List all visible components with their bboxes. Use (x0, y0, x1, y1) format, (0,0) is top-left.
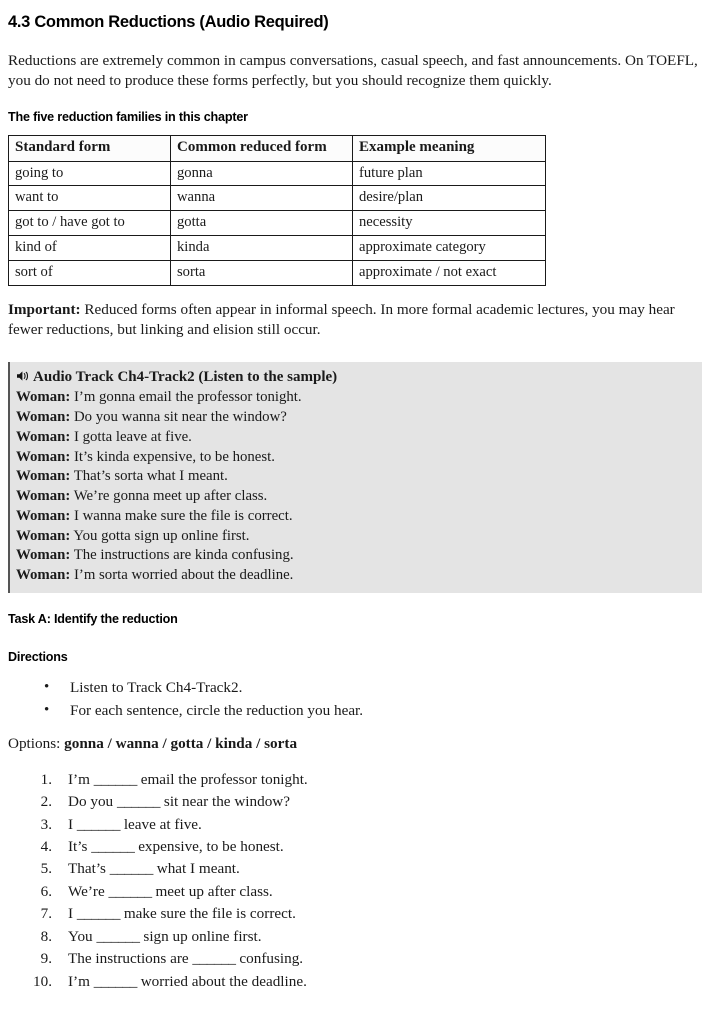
table-cell: necessity (353, 211, 546, 236)
table-row (9, 211, 546, 236)
transcript-line (16, 467, 694, 487)
table-row (9, 186, 546, 211)
question-before: I (68, 815, 77, 833)
answer-blank[interactable]: ______ (116, 793, 161, 811)
question-after: sit near the window? (160, 793, 291, 811)
list-item (8, 677, 702, 700)
list-item (8, 836, 702, 858)
reductions-table (8, 135, 546, 285)
question-after: make sure the file is correct. (120, 905, 296, 923)
directions-title: Directions (8, 650, 68, 665)
transcript-text: That’s sorta what I meant. (73, 468, 228, 485)
table-cell: future plan (353, 161, 546, 186)
table-cell: desire/plan (353, 186, 546, 211)
question-after: sign up online first. (139, 927, 262, 945)
bullet-icon: • (44, 701, 50, 718)
spacer (8, 755, 702, 769)
table-cell: wanna (171, 186, 353, 211)
table-cell: approximate category (353, 236, 546, 261)
transcript-text: Do you wanna sit near the window? (73, 409, 287, 426)
page-title: 4.3 Common Reductions (Audio Required) (8, 13, 329, 31)
table-header-row (9, 136, 546, 161)
column-header-example-meaning: Example meaning (353, 136, 546, 161)
list-item (8, 791, 702, 813)
direction-text: Listen to Track Ch4-Track2. (70, 679, 243, 697)
transcript-line (16, 546, 694, 566)
question-after: worried about the deadline. (136, 972, 307, 990)
item-number: 2. (40, 793, 52, 811)
list-item (8, 700, 702, 723)
question-after: confusing. (235, 950, 304, 968)
table-cell: kinda (171, 236, 353, 261)
spacer (8, 722, 702, 734)
answer-blank[interactable]: ______ (93, 972, 137, 990)
answer-blank[interactable]: ______ (93, 770, 137, 788)
transcript-line (16, 388, 694, 408)
spacer (8, 286, 702, 300)
table-row (9, 161, 546, 186)
item-number: 6. (40, 882, 52, 900)
options-label: Options: (8, 735, 61, 753)
transcript-text: I wanna make sure the file is correct. (73, 507, 293, 524)
list-item (8, 903, 702, 925)
spacer (8, 593, 702, 611)
question-after: email the professor tonight. (136, 770, 308, 788)
transcript-line (16, 448, 694, 468)
options-values: gonna / wanna / gotta / kinda / sorta (64, 735, 298, 753)
speaker-label: Woman: (16, 448, 71, 465)
item-number: 9. (40, 950, 52, 968)
spacer (8, 125, 702, 135)
list-item (8, 881, 702, 903)
spacer (8, 665, 702, 677)
transcript-text: The instructions are kinda confusing. (73, 547, 294, 564)
answer-blank[interactable]: ______ (91, 837, 135, 855)
question-before: The instructions are (68, 950, 193, 968)
table-cell: kind of (9, 236, 171, 261)
table-cell: approximate / not exact (353, 260, 546, 285)
transcript-line (16, 507, 694, 527)
answer-blank[interactable]: ______ (76, 905, 121, 923)
question-before: I (68, 905, 77, 923)
audio-track-title-text: Audio Track Ch4-Track2 (Listen to the sample) (33, 369, 338, 386)
question-before: We’re (68, 882, 109, 900)
list-item (8, 948, 702, 970)
item-number: 3. (40, 815, 52, 833)
answer-blank[interactable]: ______ (192, 950, 236, 968)
transcript-text: I’m sorta worried about the deadline. (73, 567, 294, 584)
transcript-text: You gotta sign up online first. (73, 527, 250, 544)
speaker-label: Woman: (16, 507, 71, 524)
list-item (8, 814, 702, 836)
transcript-line (16, 527, 694, 547)
question-before: That’s (68, 860, 110, 878)
table-heading: The five reduction families in this chapter (8, 110, 248, 125)
question-after: expensive, to be honest. (134, 837, 284, 855)
important-paragraph (8, 300, 702, 340)
table-row (9, 260, 546, 285)
question-before: You (68, 927, 97, 945)
table-cell: sorta (171, 260, 353, 285)
options-line (8, 734, 702, 754)
transcript-line (16, 408, 694, 428)
transcript-text: We’re gonna meet up after class. (73, 488, 268, 505)
speaker-label: Woman: (16, 567, 71, 584)
speaker-label: Woman: (16, 488, 71, 505)
column-header-standard-form: Standard form (9, 136, 171, 161)
transcript-text: I gotta leave at five. (73, 428, 192, 445)
speaker-label: Woman: (16, 409, 71, 426)
answer-blank[interactable]: ______ (96, 927, 140, 945)
table-cell: sort of (9, 260, 171, 285)
table-cell: gonna (171, 161, 353, 186)
table-cell: gotta (171, 211, 353, 236)
question-before: I’m (68, 972, 94, 990)
answer-blank[interactable]: ______ (76, 815, 121, 833)
list-item (8, 926, 702, 948)
item-number: 4. (40, 837, 52, 855)
speaker-label: Woman: (16, 527, 71, 544)
important-text: Reduced forms often appear in informal speech. In more formal academic lectures, you may hear fewer reductions, but linking and elision still occur. (8, 300, 675, 338)
transcript-text: I’m gonna email the professor tonight. (73, 389, 302, 406)
answer-blank[interactable]: ______ (108, 882, 152, 900)
question-after: what I meant. (152, 860, 240, 878)
question-before: I’m (68, 770, 94, 788)
task-title: Task A: Identify the reduction (8, 611, 178, 626)
transcript-text: It’s kinda expensive, to be honest. (73, 448, 275, 465)
question-before: It’s (68, 837, 92, 855)
item-number: 10. (33, 972, 52, 990)
spacer (8, 340, 702, 362)
important-label: Important: (8, 300, 81, 318)
intro-paragraph: Reductions are extremely common in campus conversations, casual speech, and fast announcements. On TOEFL, you do not need to produce these forms perfectly, but you should recognize them quickly. (8, 51, 698, 89)
transcript-line (16, 428, 694, 448)
speaker-label: Woman: (16, 547, 71, 564)
column-header-reduced-form: Common reduced form (171, 136, 353, 161)
direction-text: For each sentence, circle the reduction you hear. (70, 701, 364, 719)
bullet-icon: • (44, 679, 50, 696)
list-item (8, 971, 702, 993)
question-after: meet up after class. (151, 882, 273, 900)
table-row (9, 236, 546, 261)
speaker-icon (16, 368, 30, 388)
item-number: 7. (40, 905, 52, 923)
spacer (8, 627, 702, 649)
list-item (8, 858, 702, 880)
spacer (8, 91, 702, 109)
audio-track-title (16, 367, 694, 388)
question-before: Do you (68, 793, 117, 811)
answer-blank[interactable]: ______ (109, 860, 153, 878)
directions-list (8, 677, 702, 722)
speaker-label: Woman: (16, 428, 71, 445)
audio-sample-box (8, 362, 702, 593)
questions-list (8, 769, 702, 993)
spacer (8, 33, 702, 51)
item-number: 1. (40, 770, 52, 788)
item-number: 5. (40, 860, 52, 878)
table-cell: going to (9, 161, 171, 186)
speaker-label: Woman: (16, 389, 71, 406)
item-number: 8. (40, 927, 52, 945)
list-item (8, 769, 702, 791)
transcript-line (16, 566, 694, 586)
speaker-label: Woman: (16, 468, 71, 485)
transcript-line (16, 487, 694, 507)
table-cell: want to (9, 186, 171, 211)
table-cell: got to / have got to (9, 211, 171, 236)
question-after: leave at five. (120, 815, 202, 833)
